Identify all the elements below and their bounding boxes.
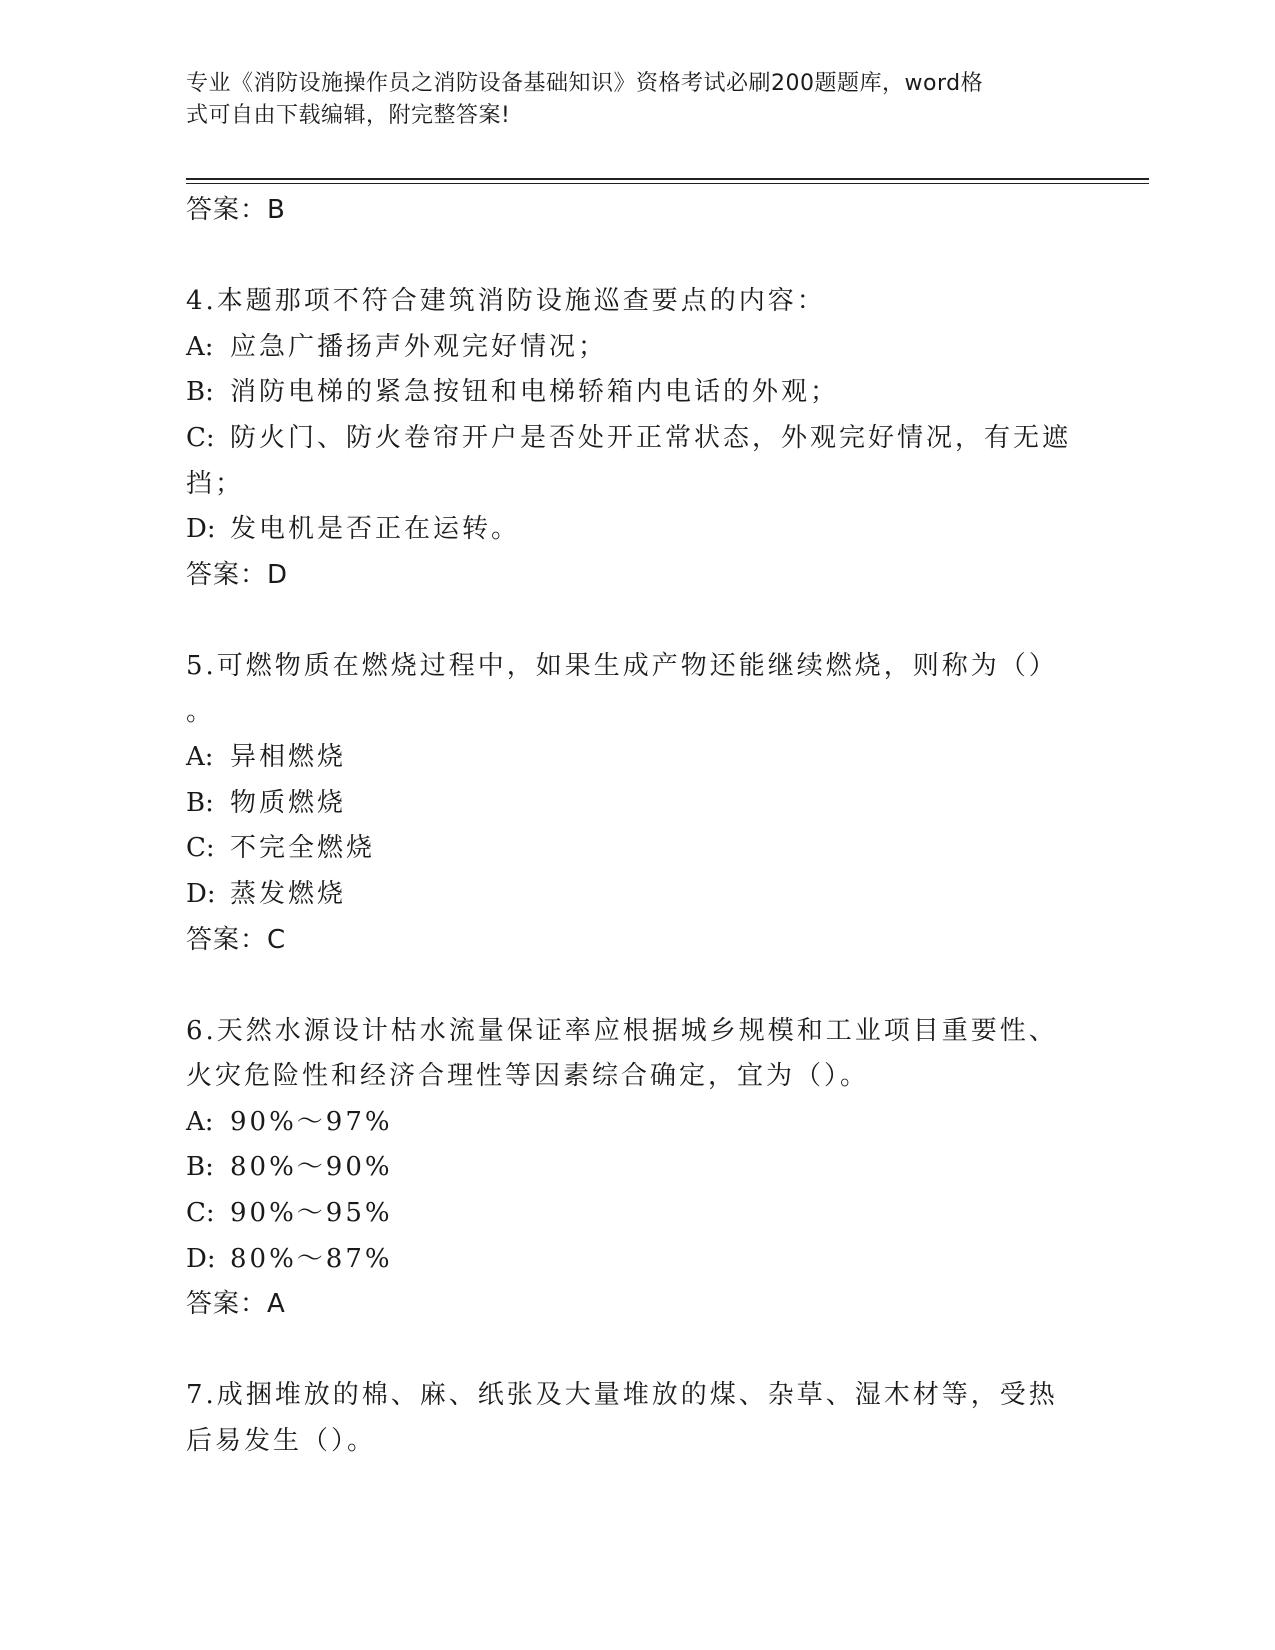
spacer: [186, 234, 1076, 280]
answer-6: 答案：A: [186, 1289, 286, 1320]
option-letter: D:: [186, 514, 216, 545]
header-rule-thin: [186, 183, 1149, 184]
option-letter: C:: [186, 422, 215, 453]
document-header: [186, 68, 1066, 132]
option-5c: [186, 826, 1076, 872]
answer-previous: 答案：B: [186, 195, 286, 225]
option-6d: [186, 1237, 1076, 1283]
option-text: 蒸发燃烧: [230, 878, 347, 909]
option-text: 不完全燃烧: [230, 833, 376, 864]
option-letter: B:: [186, 377, 214, 408]
option-text: 90%～97%: [230, 1106, 393, 1137]
option-5a: [186, 735, 1076, 781]
option-text: 发电机是否正在运转。: [230, 514, 521, 545]
option-5b: [186, 781, 1076, 827]
question-6: [186, 1009, 1076, 1328]
option-letter: A:: [186, 1106, 214, 1137]
option-text: 90%～95%: [230, 1198, 393, 1229]
question-7-stem-continued: 后易发生（）。: [186, 1426, 377, 1457]
answer-4: 答案：D: [186, 559, 289, 590]
question-6-stem-continued: 火灾危险性和经济合理性等因素综合确定，宜为（）。: [186, 1061, 870, 1092]
option-text: 异相燃烧: [230, 742, 347, 773]
option-text: 防火门、防火卷帘开户是否处开正常状态，外观完好情况，有无遮: [230, 422, 1072, 453]
header-rule-thick: [186, 178, 1149, 180]
option-text: 应急广播扬声外观完好情况；: [230, 331, 608, 362]
option-text: 物质燃烧: [230, 787, 347, 818]
spacer: [186, 1328, 1076, 1374]
spacer: [186, 598, 1076, 644]
option-6a: [186, 1100, 1076, 1146]
question-5: [186, 644, 1076, 963]
option-letter: D:: [186, 1243, 216, 1274]
option-4a: [186, 325, 1076, 371]
option-5d: [186, 872, 1076, 918]
header-line-1: 专业《消防设施操作员之消防设备基础知识》资格考试必刷200题题库，word格: [186, 71, 984, 96]
question-4-stem: 4.本题那项不符合建筑消防设施巡查要点的内容：: [186, 286, 826, 317]
option-letter: A:: [186, 331, 214, 362]
option-6b: [186, 1145, 1076, 1191]
spacer: [186, 963, 1076, 1009]
option-letter: B:: [186, 787, 214, 818]
question-5-stem-continued: 。: [186, 696, 216, 727]
question-7: [186, 1373, 1076, 1464]
option-letter: A:: [186, 742, 214, 773]
question-list: [186, 188, 1076, 1465]
question-7-stem: 7.成捆堆放的棉、麻、纸张及大量堆放的煤、杂草、湿木材等，受热: [186, 1380, 1058, 1411]
option-4c-continued: 挡；: [186, 468, 245, 499]
option-text: 消防电梯的紧急按钮和电梯轿箱内电话的外观；: [230, 377, 840, 408]
option-letter: C:: [186, 1198, 215, 1229]
question-4: [186, 279, 1076, 598]
option-4d: [186, 507, 1076, 553]
option-6c: [186, 1191, 1076, 1237]
option-letter: D:: [186, 878, 216, 909]
question-5-stem: 5.可燃物质在燃烧过程中，如果生成产物还能继续燃烧，则称为（）: [186, 650, 1058, 681]
option-letter: C:: [186, 833, 215, 864]
option-4b: [186, 370, 1076, 416]
option-letter: B:: [186, 1152, 214, 1183]
answer-5: 答案：C: [186, 924, 287, 955]
header-line-2: 式可自由下载编辑，附完整答案!: [186, 103, 511, 128]
option-4c: [186, 416, 1076, 462]
option-text: 80%～87%: [230, 1243, 393, 1274]
option-text: 80%～90%: [230, 1152, 393, 1183]
question-6-stem: 6.天然水源设计枯水流量保证率应根据城乡规模和工业项目重要性、: [186, 1015, 1058, 1046]
